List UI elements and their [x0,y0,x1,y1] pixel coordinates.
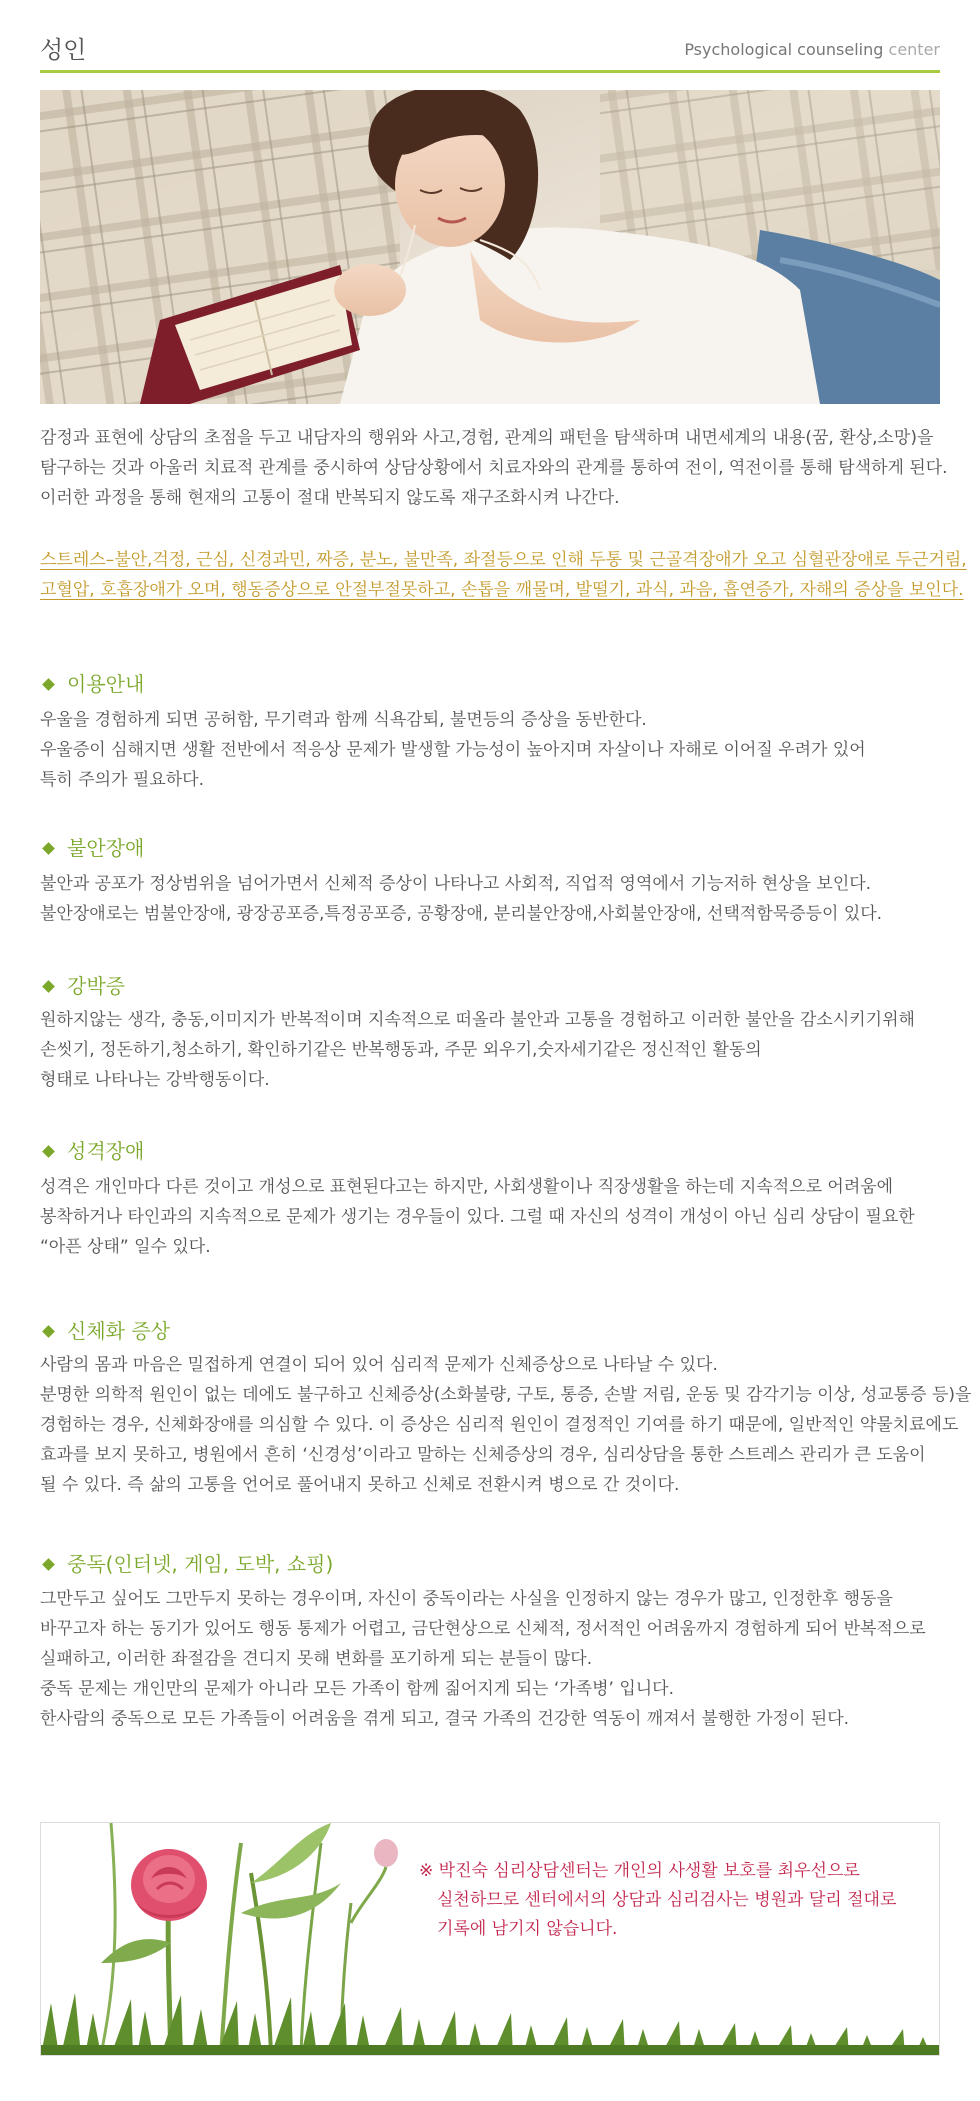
diamond-bullet-icon [42,1325,55,1338]
notice-line: ※ 박진숙 심리상담센터는 개인의 사생활 보호를 최우선으로 [419,1861,860,1881]
highlight-line: 고혈압, 호흡장애가 오며, 행동증상으로 안절부절못하고, 손톱을 깨물며, 발떨기, 과식, 과음, 흡연증가, 자해의 증상을 보인다. [40,580,964,600]
page-title: 성인 [40,36,87,64]
section-body-line: 경험하는 경우, 신체화장애를 의심할 수 있다. 이 증상은 심리적 원인이 결정적인 기여를 하기 때문에, 일반적인 약물치료에도 [40,1415,959,1435]
section-title-addiction [40,1548,333,1577]
privacy-notice-text [419,1857,896,1944]
section-title-usage-guide [40,668,144,697]
section-body-line: 효과를 보지 못하고, 병원에서 흔히 ‘신경성’이라고 말하는 신체증상의 경우, 심리상담을 통한 스트레스 관리가 큰 도움이 [40,1445,926,1465]
diamond-bullet-icon [42,980,55,993]
section-body-line: 그만두고 싶어도 그만두지 못하는 경우이며, 자신이 중독이라는 사실을 인정하지 않는 경우가 많고, 인정한후 행동을 [40,1589,893,1609]
rose-flower [131,1849,207,1921]
diamond-bullet-icon [42,842,55,855]
section-body-line: 사람의 몸과 마음은 밀접하게 연결이 되어 있어 심리적 문제가 신체증상으로 나타날 수 있다. [40,1355,718,1375]
intro-line: 이러한 과정을 통해 현재의 고통이 절대 반복되지 않도록 재구조화시켜 나간다. [40,488,620,508]
section-title-label: 성격장애 [67,1139,145,1163]
section-body-line: 불안장애로는 범불안장애, 광장공포증,특정공포증, 공황장애, 분리불안장애,사회불안장애, 선택적함묵증등이 있다. [40,904,883,924]
section-body-line: 성격은 개인마다 다른 것이고 개성으로 표현된다고는 하지만, 사회생활이나 직장생활을 하는데 지속적으로 어려움에 [40,1177,894,1197]
privacy-notice-banner [40,1822,940,2056]
highlight-line: 스트레스–불안,걱정, 근심, 신경과민, 짜증, 분노, 불만족, 좌절등으로 인해 두통 및 근골격장애가 오고 심혈관장애로 두근거림, [40,550,967,570]
section-body-line: 봉착하거나 타인과의 지속적으로 문제가 생기는 경우들이 있다. 그럴 때 자신의 성격이 개성이 아닌 심리 상담이 필요한 [40,1207,915,1227]
section-title-label: 강박증 [67,974,125,998]
section-title-label: 중독(인터넷, 게임, 도박, 쇼핑) [67,1552,334,1576]
section-body-line: 형태로 나타나는 강박행동이다. [40,1070,270,1090]
section-body-line: 특히 주의가 필요하다. [40,770,205,790]
section-title-anxiety-disorder [40,832,144,861]
section-body-usage-guide [40,705,960,795]
section-body-line: 중독 문제는 개인만의 문제가 아니라 모든 가족이 함께 짊어지게 되는 ‘가족병’ 입니다. [40,1679,675,1699]
section-body-ocd [40,1005,960,1095]
section-body-anxiety-disorder [40,869,960,929]
section-body-line: 손씻기, 정돈하기,청소하기, 확인하기같은 반복행동과, 주문 외우기,숫자세기같은 정신적인 활동의 [40,1040,762,1060]
diamond-bullet-icon [42,1145,55,1158]
section-body-line: 실패하고, 이러한 좌절감을 견디지 못해 변화를 포기하게 되는 분들이 많다. [40,1649,593,1669]
intro-paragraph [40,423,948,513]
intro-line: 감정과 표현에 상담의 초점을 두고 내담자의 행위와 사고,경험, 관계의 패턴을 탐색하며 내면세계의 내용(꿈, 환상,소망)을 [40,428,934,448]
hero-image-woman-reading [40,90,940,404]
subtitle-main: Psychological counseling [684,40,884,59]
page-subtitle [684,40,940,59]
section-title-personality-disorder [40,1135,144,1164]
section-body-somatic-symptoms [40,1350,972,1500]
section-title-label: 이용안내 [67,672,145,696]
subtitle-tail: center [888,40,940,59]
section-body-line: 분명한 의학적 원인이 없는 데에도 불구하고 신체증상(소화불량, 구토, 통증, 손발 저림, 운동 및 감각기능 이상, 성교통증 등)을 [40,1385,972,1405]
section-body-line: 될 수 있다. 즉 삶의 고통을 언어로 풀어내지 못하고 신체로 전환시켜 병으로 간 것이다. [40,1475,680,1495]
section-title-ocd [40,970,125,999]
section-body-line: 바꾸고자 하는 동기가 있어도 행동 통제가 어렵고, 금단현상으로 신체적, 정서적인 어려움까지 경험하게 되어 반복적으로 [40,1619,926,1639]
section-body-line: “아픈 상태” 일수 있다. [40,1237,211,1257]
hero-illustration [40,90,940,404]
intro-line: 탐구하는 것과 아울러 치료적 관계를 중시하여 상담상황에서 치료자와의 관계를 통하여 전이, 역전이를 통해 탐색하게 된다. [40,458,948,478]
notice-line: 실천하므로 센터에서의 상담과 심리검사는 병원과 달리 절대로 [437,1890,897,1910]
section-body-addiction [40,1584,960,1734]
section-body-personality-disorder [40,1172,960,1262]
diamond-bullet-icon [42,1558,55,1571]
section-title-label: 불안장애 [67,836,145,860]
section-title-label: 신체화 증상 [67,1319,170,1343]
notice-line: 기록에 남기지 않습니다. [437,1919,618,1939]
section-body-line: 우울을 경험하게 되면 공허함, 무기력과 함께 식욕감퇴, 불면등의 증상을 동반한다. [40,710,647,730]
section-title-somatic-symptoms [40,1315,170,1344]
section-body-line: 한사람의 중독으로 모든 가족들이 어려움을 겪게 되고, 결국 가족의 건강한 역동이 깨져서 불행한 가정이 된다. [40,1709,850,1729]
section-body-line: 우울증이 심해지면 생활 전반에서 적응상 문제가 발생할 가능성이 높아지며 자살이나 자해로 이어질 우려가 있어 [40,740,866,760]
diamond-bullet-icon [42,678,55,691]
stress-highlight-paragraph [40,545,967,605]
page-header [40,26,940,73]
section-body-line: 원하지않는 생각, 충동,이미지가 반복적이며 지속적으로 떠올라 불안과 고통을 경험하고 이러한 불안을 감소시키기위해 [40,1010,915,1030]
section-body-line: 불안과 공포가 정상범위을 넘어가면서 신체적 증상이 나타나고 사회적, 직업적 영역에서 기능저하 현상을 보인다. [40,874,872,894]
